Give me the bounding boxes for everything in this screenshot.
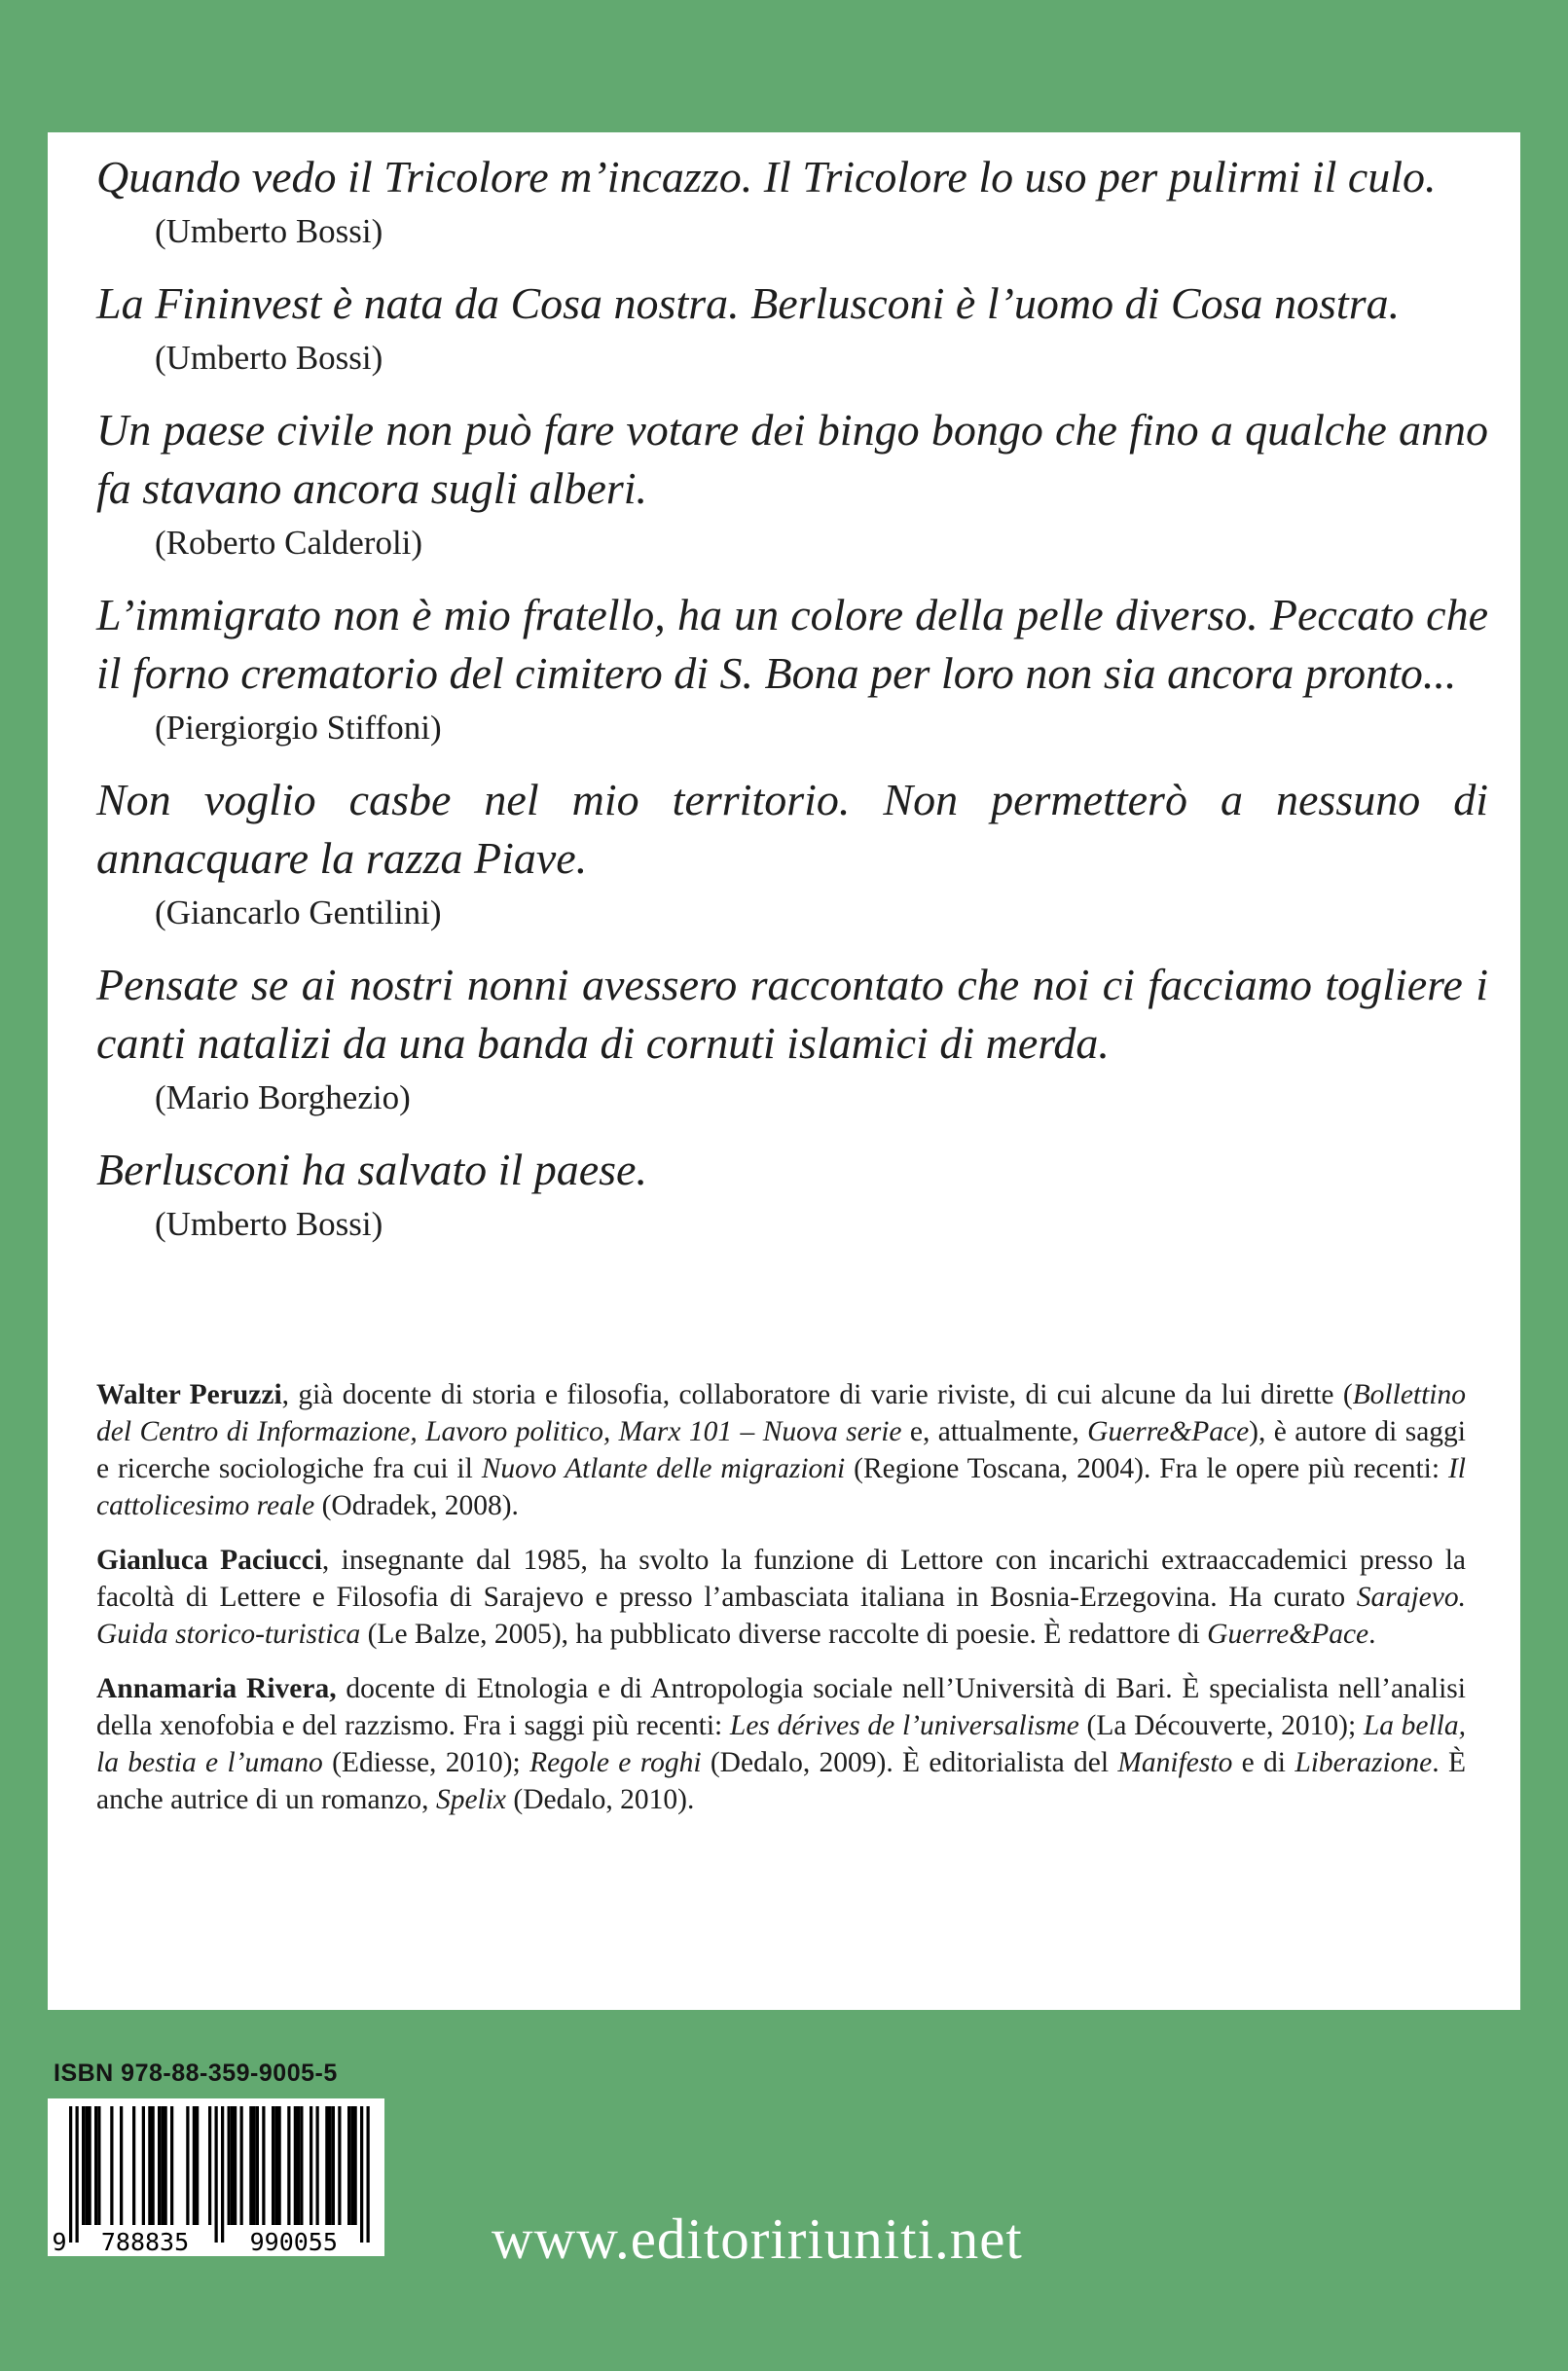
barcode-bar — [142, 2106, 145, 2225]
publisher-website: www.editoririuniti.net — [492, 2207, 1023, 2271]
quote-text: L’immigrato non è mio fratello, ha un colore della pelle diverso. Peccato che il forno crematorio del cimitero di S. Bona per loro non sia ancora pronto... — [96, 590, 1488, 698]
barcode-bar — [256, 2106, 259, 2225]
barcode-bar — [234, 2106, 237, 2225]
barcode-bar — [221, 2106, 224, 2243]
barcode-bar — [274, 2106, 277, 2225]
bio-title: Regole e roghi — [529, 1747, 702, 1778]
quote-item — [96, 771, 1488, 938]
quote-author: (Piergiorgio Stiffoni) — [155, 709, 442, 747]
barcode-bar — [287, 2106, 290, 2225]
barcode-bar — [110, 2106, 113, 2225]
bio-title: Nuovo Atlante delle migrazioni — [481, 1453, 846, 1484]
quote-item — [96, 401, 1488, 568]
barcode — [48, 2098, 384, 2256]
barcode-bar — [94, 2106, 97, 2225]
bio-text: (Regione Toscana, 2004). Fra le opere più recenti: — [845, 1453, 1448, 1484]
barcode-bar — [164, 2106, 167, 2225]
bio-text: ), è autore di saggi e ricerche sociologiche fra cui il — [96, 1416, 1467, 1484]
barcode-bar — [310, 2106, 312, 2225]
barcode-bar — [152, 2106, 155, 2225]
barcode-bar — [360, 2106, 363, 2243]
bio-gianluca-paciucci — [96, 1542, 1466, 1653]
quote-text: Non voglio casbe nel mio territorio. Non permetterò a nessuno di annacquare la razza Piave. — [96, 775, 1488, 883]
barcode-bar — [354, 2106, 357, 2225]
bio-text: (Ediesse, 2010); — [322, 1747, 530, 1778]
barcode-bar — [316, 2106, 319, 2225]
barcode-bar — [186, 2106, 189, 2225]
barcode-bar — [228, 2106, 231, 2225]
barcode-bars — [69, 2106, 370, 2243]
author-bios — [96, 1376, 1466, 1836]
text-panel — [48, 132, 1520, 2010]
barcode-bar — [253, 2106, 256, 2225]
bio-text: e, attualmente, — [901, 1416, 1088, 1447]
barcode-bar — [196, 2106, 199, 2225]
barcode-bar — [132, 2106, 135, 2225]
bio-annamaria-rivera — [96, 1670, 1466, 1818]
quote-item — [96, 274, 1488, 383]
barcode-bar — [69, 2106, 72, 2243]
barcode-bar — [350, 2106, 353, 2225]
quote-author: (Mario Borghezio) — [155, 1078, 411, 1116]
quote-item — [96, 148, 1488, 257]
barcode-bar — [170, 2106, 173, 2225]
bio-author-name: Gianluca Paciucci — [96, 1545, 322, 1576]
quote-item — [96, 586, 1488, 753]
barcode-bar — [97, 2106, 100, 2225]
barcode-digit-group: 9 — [52, 2228, 67, 2256]
bio-title: Les dérives de l’universalisme — [729, 1710, 1079, 1741]
quote-text: Un paese civile non può fare votare dei bingo bongo che fino a qualche anno fa stavano ancora sugli alberi. — [96, 405, 1488, 513]
bio-author-name: Walter Peruzzi — [96, 1379, 282, 1410]
barcode-bar — [272, 2106, 274, 2225]
bio-text: (Odradek, 2008). — [314, 1490, 519, 1521]
quote-item — [96, 1141, 1488, 1250]
bio-text: (Dedalo, 2009). È editorialista del — [701, 1747, 1118, 1778]
barcode-bar — [329, 2106, 332, 2225]
quote-author: (Umberto Bossi) — [155, 212, 383, 250]
bio-title: Manifesto — [1117, 1747, 1233, 1778]
barcode-bar — [82, 2106, 85, 2225]
bio-title: Spelix — [435, 1784, 507, 1815]
barcode-bar — [193, 2106, 196, 2225]
barcode-bar — [332, 2106, 335, 2225]
bio-title: Bollettino del Centro di Informazione, Lavoro politico, Marx 101 – Nuova serie — [96, 1379, 1466, 1447]
barcode-bar — [161, 2106, 164, 2225]
bio-text: (Le Balze, 2005), ha pubblicato diverse raccolte di poesie. È redattore di — [360, 1619, 1208, 1650]
bio-text: e di — [1232, 1747, 1295, 1778]
isbn-label: ISBN 978-88-359-9005-5 — [54, 2060, 338, 2087]
barcode-bar — [148, 2106, 151, 2225]
bio-title: La bella, la bestia e l’umano — [96, 1710, 1467, 1778]
barcode-bar — [278, 2106, 281, 2225]
barcode-bar — [89, 2106, 91, 2225]
quote-author: (Umberto Bossi) — [155, 1205, 383, 1243]
barcode-bar — [85, 2106, 88, 2225]
barcode-bar — [76, 2106, 79, 2243]
barcode-bar — [240, 2106, 243, 2225]
bio-title: Guerre&Pace — [1207, 1619, 1369, 1650]
quote-text: Pensate se ai nostri nonni avessero raccontato che noi ci facciamo togliere i canti natalizi da una banda di cornuti islamici di merda. — [96, 960, 1488, 1068]
bio-text: docente di Etnologia e di Antropologia sociale nell’Università di Bari. È specialista nell’analisi della xenofobia e del razzismo. Fra i saggi più recenti: — [96, 1673, 1466, 1741]
barcode-bar — [158, 2106, 161, 2225]
barcode-graphic — [48, 2098, 384, 2256]
bio-title: Il cattolicesimo reale — [96, 1453, 1466, 1521]
quote-text: Quando vedo il Tricolore m’incazzo. Il Tricolore lo uso per pulirmi il culo. — [96, 152, 1437, 201]
bio-walter-peruzzi — [96, 1376, 1466, 1524]
bio-text: , insegnante dal 1985, ha svolto la funzione di Lettore con incarichi extraaccademici presso la facoltà di Lettere e Filosofia di Sarajevo e presso l’ambasciata italiana in Bosnia-Erzegovina. Ha curato — [96, 1545, 1466, 1613]
bio-text: (La Découverte, 2010); — [1078, 1710, 1364, 1741]
quote-author: (Umberto Bossi) — [155, 339, 383, 377]
bio-text: . — [1368, 1619, 1376, 1650]
barcode-bar — [120, 2106, 123, 2225]
barcode-bar — [262, 2106, 265, 2225]
quote-text: La Fininvest è nata da Cosa nostra. Berlusconi è l’uomo di Cosa nostra. — [96, 278, 1401, 328]
bio-text: (Dedalo, 2010). — [506, 1784, 695, 1815]
barcode-digit-group: 990055 — [249, 2228, 338, 2256]
barcode-bar — [300, 2106, 303, 2225]
barcode-bar — [231, 2106, 234, 2225]
quote-author: (Giancarlo Gentilini) — [155, 894, 442, 931]
bio-title: Sarajevo. Guida storico-turistica — [96, 1582, 1466, 1650]
barcode-bar — [297, 2106, 300, 2225]
bio-title: Liberazione — [1295, 1747, 1433, 1778]
barcode-bar — [347, 2106, 350, 2225]
barcode-bar — [215, 2106, 218, 2243]
quote-item — [96, 956, 1488, 1123]
bio-title: Guerre&Pace — [1087, 1416, 1250, 1447]
bio-text: . È anche autrice di un romanzo, — [96, 1747, 1466, 1815]
quote-author: (Roberto Calderoli) — [155, 524, 423, 562]
barcode-bar — [325, 2106, 328, 2225]
barcode-bar — [294, 2106, 297, 2225]
barcode-digit-group: 788835 — [100, 2228, 190, 2256]
barcode-digits — [52, 2228, 337, 2256]
quotes-section — [96, 148, 1488, 1267]
barcode-bar — [367, 2106, 370, 2243]
bio-author-name: Annamaria Rivera, — [96, 1673, 337, 1704]
bio-text: , già docente di storia e filosofia, collaboratore di varie riviste, di cui alcune da lui dirette ( — [281, 1379, 1353, 1410]
barcode-bar — [338, 2106, 341, 2225]
barcode-bar — [208, 2106, 211, 2225]
barcode-bar — [249, 2106, 252, 2225]
quote-text: Berlusconi ha salvato il paese. — [96, 1145, 647, 1194]
